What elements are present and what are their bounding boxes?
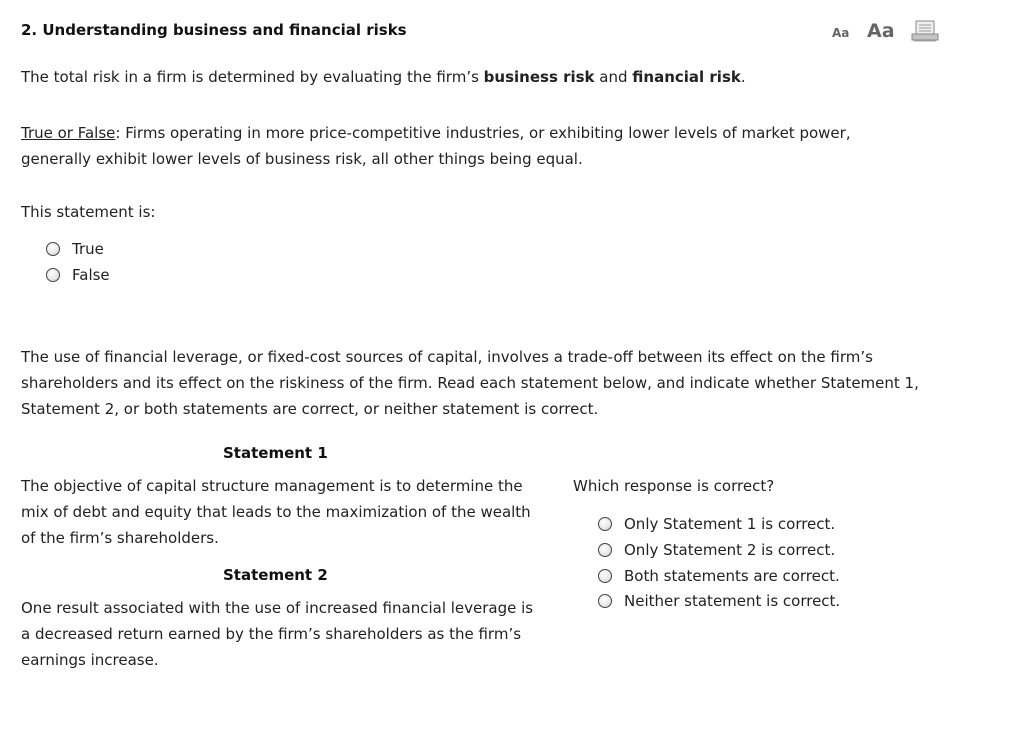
true-false-label: True or False — [21, 124, 116, 142]
option-both-statements[interactable] — [598, 565, 840, 587]
radio-button[interactable] — [598, 594, 612, 608]
true-false-question — [21, 120, 921, 172]
statement-prompt: This statement is: — [21, 203, 156, 221]
statement-1-text: The objective of capital structure management is to determine the mix of debt and equity that leads to the maximization of the wealth of the firm’s shareholders. — [21, 477, 531, 547]
option-only-statement-1[interactable] — [598, 513, 835, 535]
radio-button[interactable] — [598, 517, 612, 531]
true-false-text: : Firms operating in more price-competitive industries, or exhibiting lower levels of market power, generally exhibit lower levels of business risk, all other things being equal. — [21, 124, 851, 168]
financial-risk-term: financial risk — [632, 68, 741, 86]
option-label: Only Statement 2 is correct. — [624, 541, 836, 559]
radio-button[interactable] — [46, 242, 60, 256]
statement-2-text: One result associated with the use of increased financial leverage is a decreased return earned by the firm’s shareholders as the firm’s earnings increase. — [21, 599, 534, 669]
option-label: Both statements are correct. — [624, 567, 840, 585]
intro-paragraph: The total risk in a firm is determined by evaluating the firm’s business risk and financial risk. — [21, 68, 746, 86]
statement-2-heading: Statement 2 — [223, 566, 328, 584]
radio-button[interactable] — [598, 543, 612, 557]
option-only-statement-2[interactable] — [598, 539, 835, 561]
statement-1-heading: Statement 1 — [223, 444, 328, 462]
option-neither-statement[interactable] — [598, 590, 840, 612]
radio-button[interactable] — [598, 569, 612, 583]
leverage-intro-paragraph: The use of financial leverage, or fixed-cost sources of capital, involves a trade-off between its effect on the firm’s shareholders and its effect on the riskiness of the firm. Read each statement below, and indicate whether Statement 1, Statement 2, or both statements are correct, or neither statement is correct. — [21, 348, 919, 418]
response-prompt: Which response is correct? — [573, 477, 775, 495]
print-icon[interactable] — [911, 20, 939, 42]
increase-font-button[interactable]: Aa — [867, 20, 895, 42]
option-label: Only Statement 1 is correct. — [624, 515, 836, 533]
option-false[interactable] — [46, 264, 110, 286]
option-label: False — [72, 266, 110, 284]
toolbar — [832, 18, 942, 44]
option-label: True — [72, 240, 104, 258]
business-risk-term: business risk — [483, 68, 595, 86]
question-title: 2. Understanding business and financial risks — [21, 21, 407, 39]
option-label: Neither statement is correct. — [624, 592, 841, 610]
radio-button[interactable] — [46, 268, 60, 282]
option-true[interactable] — [46, 238, 104, 260]
decrease-font-button[interactable]: Aa — [832, 26, 850, 40]
